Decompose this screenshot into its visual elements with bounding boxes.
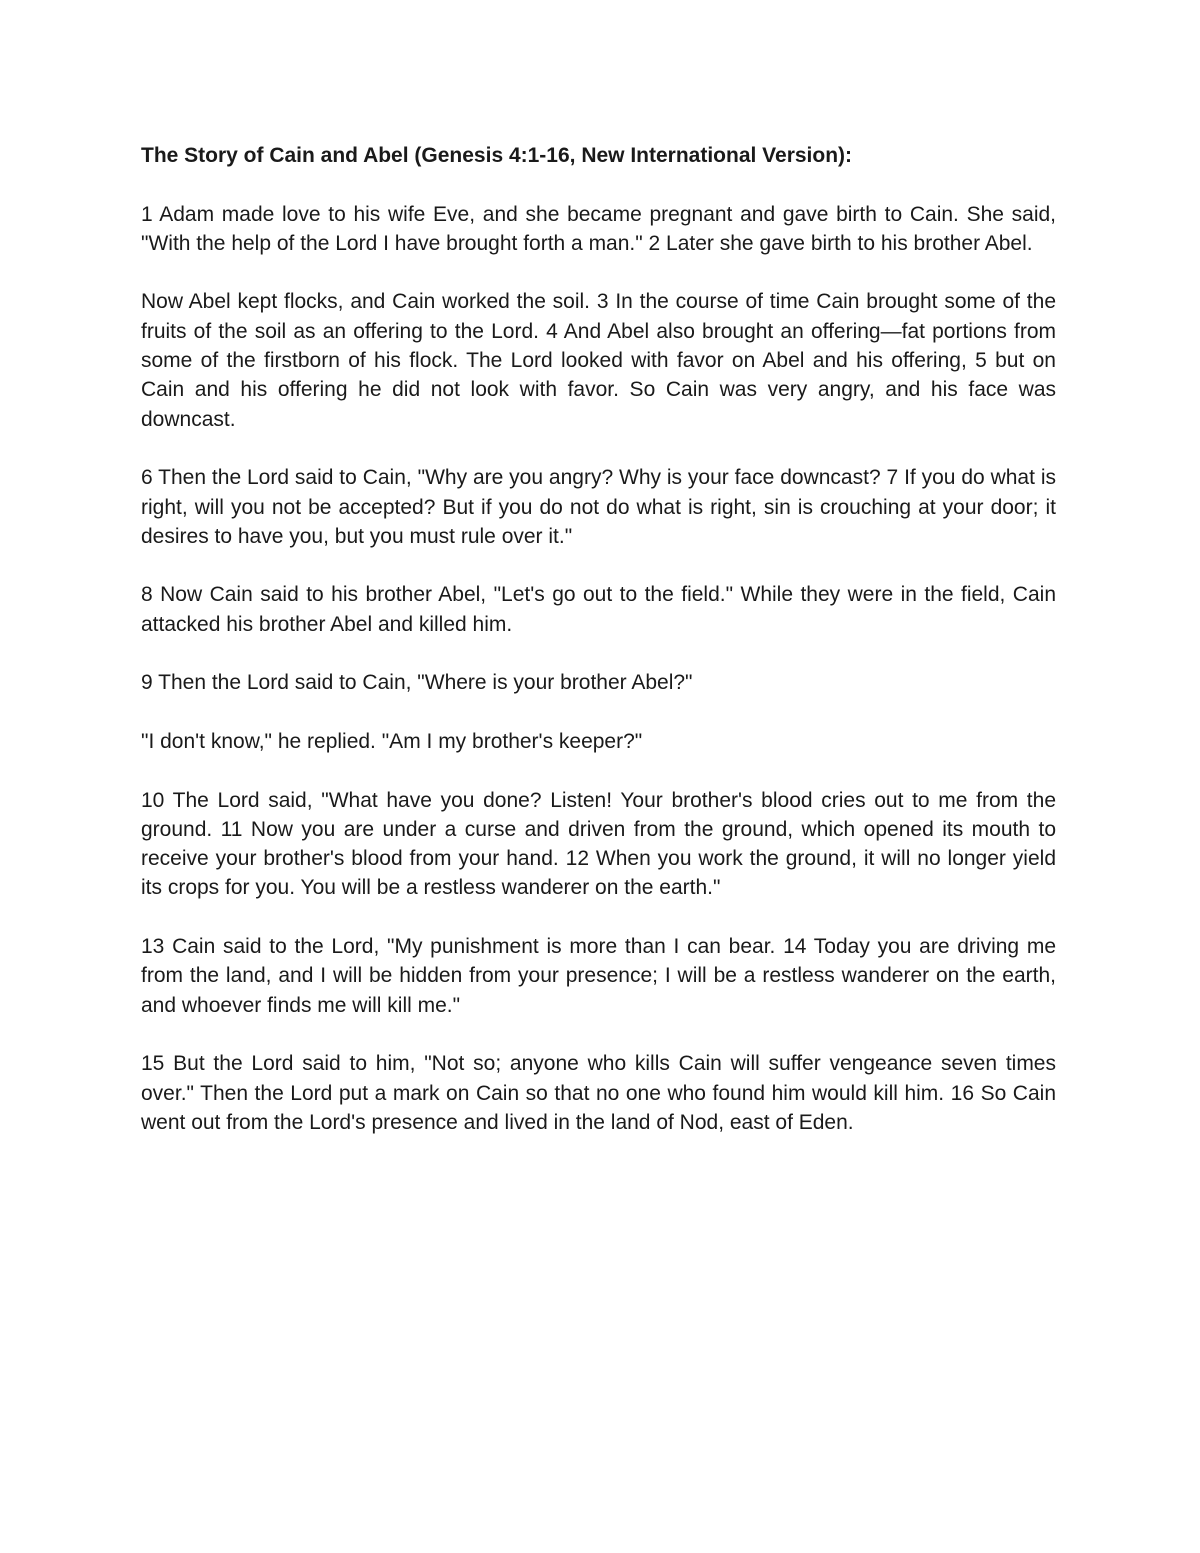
paragraph-2: Now Abel kept flocks, and Cain worked the soil. 3 In the course of time Cain brought some of the fruits of the soil as an offering to the Lord. 4 And Abel also brought an offering—fat portions from some of the firstborn of his flock. The Lord looked with favor on Abel and his offering, 5 but on Cain and his offering he did not look with favor. So Cain was very angry, and his face was downcast.: [141, 290, 1056, 431]
paragraph-6: "I don't know," he replied. "Am I my brother's keeper?": [141, 729, 643, 753]
document-title: The Story of Cain and Abel (Genesis 4:1-16, New International Version):: [141, 144, 853, 167]
paragraph-3: 6 Then the Lord said to Cain, "Why are you angry? Why is your face downcast? 7 If you do what is right, will you not be accepted? But if you do not do what is right, sin is crouching at your door; it desires to have you, but you must rule over it.": [141, 466, 1056, 548]
paragraph-9: 15 But the Lord said to him, "Not so; anyone who kills Cain will suffer vengeance seven times over." Then the Lord put a mark on Cain so that no one who found him would kill him. 16 So Cain went out from the Lord's presence and lived in the land of Nod, east of Eden.: [141, 1052, 1056, 1134]
paragraph-1: 1 Adam made love to his wife Eve, and she became pregnant and gave birth to Cain. She said, "With the help of the Lord I have brought forth a man." 2 Later she gave birth to his brother Abel.: [141, 202, 1056, 255]
paragraph-8: 13 Cain said to the Lord, "My punishment is more than I can bear. 14 Today you are driving me from the land, and I will be hidden from your presence; I will be a restless wanderer on the earth, and whoever finds me will kill me.": [141, 935, 1056, 1017]
paragraph-4: 8 Now Cain said to his brother Abel, "Let's go out to the field." While they were in the field, Cain attacked his brother Abel and killed him.: [141, 583, 1056, 636]
document-body: [141, 141, 1056, 1166]
paragraph-7: 10 The Lord said, "What have you done? Listen! Your brother's blood cries out to me from the ground. 11 Now you are under a curse and driven from the ground, which opened its mouth to receive your brother's blood from your hand. 12 When you work the ground, it will no longer yield its crops for you. You will be a restless wanderer on the earth.": [141, 788, 1056, 900]
paragraph-5: 9 Then the Lord said to Cain, "Where is your brother Abel?": [141, 671, 693, 695]
